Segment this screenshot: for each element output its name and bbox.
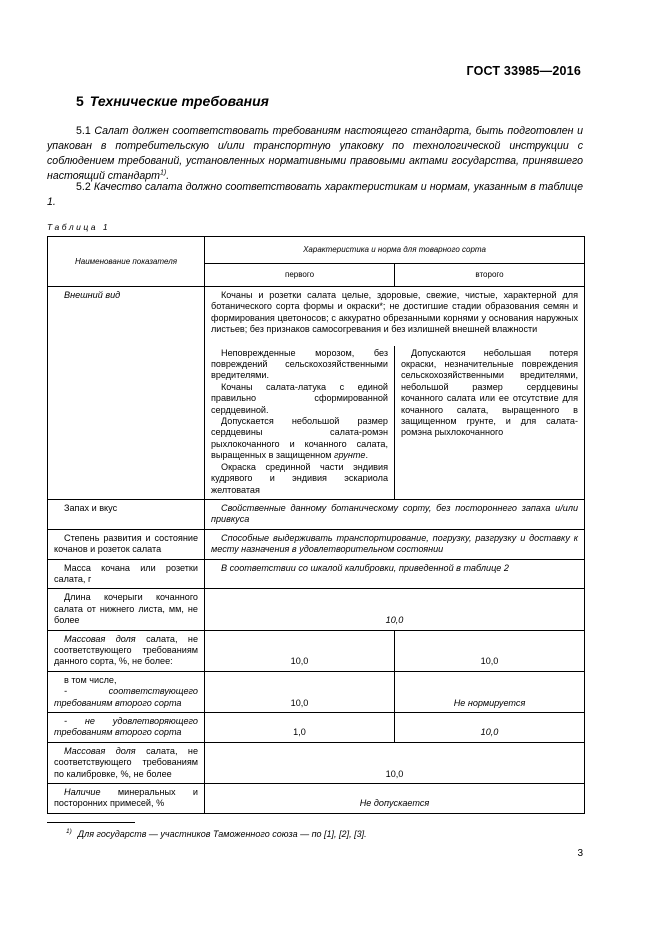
table-row	[48, 784, 585, 814]
paragraph-5-2	[47, 180, 583, 210]
row-name: - не удовлетворяющего требованиям второго сорта	[48, 713, 205, 743]
row-name: Длина кочерыги кочанного салата от нижнего листа, мм, не более	[48, 589, 205, 630]
paragraph-end: .	[166, 170, 170, 182]
row-name: Запах и вкус	[48, 499, 205, 529]
row-name	[48, 671, 205, 712]
row-value-second: Не нормируется	[395, 671, 585, 712]
section-number: 5	[76, 93, 84, 109]
header-grade-group: Характеристика и норма для товарного сорта	[205, 237, 585, 264]
row-value-second: 10,0	[395, 630, 585, 671]
table-row	[48, 287, 585, 500]
row-name: Степень развития и состояние кочанов и розеток салата	[48, 529, 205, 559]
row-value: Свойственные данному ботаническому сорту, без постороннего запаха и/или привкуса	[205, 499, 585, 529]
table-caption: Таблица 1	[47, 222, 111, 232]
text-part: Допускается небольшой размер сердцевины салата-ромэн рыхлокочанного и кочанного салата, выращенных в защищенном	[211, 416, 388, 461]
text-part-italic: Наличие	[64, 787, 101, 798]
footnote-text: Для государств — участников Таможенного союза — по [1], [2], [3].	[77, 829, 367, 839]
appearance-first-3	[211, 416, 388, 462]
appearance-first-1: Неповрежденные морозом, без повреждений сельскохозяйственными вредителями.	[211, 347, 388, 381]
text-part-italic: Массовая доля	[64, 633, 136, 644]
table-row	[48, 589, 585, 630]
paragraph-5-1	[47, 124, 583, 184]
row-value-first: 1,0	[205, 713, 395, 743]
text-part: салата, не соответствующего требованиям по калибровке, %, не более	[54, 745, 198, 779]
page-number: 3	[577, 848, 583, 859]
text-part-italic: грунте	[334, 450, 366, 461]
row-name	[48, 630, 205, 671]
table-row	[48, 499, 585, 529]
text-part: минеральных и посторонних примесей, %	[54, 787, 198, 809]
row-value-first: 10,0	[205, 630, 395, 671]
quality-table	[47, 236, 585, 814]
table-row	[48, 713, 585, 743]
appearance-second: Допускаются небольшая потеря окраски, незначительные повреждения сельскохозяйственными вредителями, небольшой размер сердцевины кочанного салата или ее отсутствие для кочанного салата, выращенного в защищенном грунте, и для салата-ромэна рыхлокочанного	[401, 347, 579, 438]
row-value: Способные выдерживать транспортирование, погрузку, разгрузку и доставку к месту назначения в удовлетворительном состоянии	[205, 529, 585, 559]
text-part: салата, не соответствующего требованиям данного сорта, %, не более:	[54, 633, 198, 667]
row-name	[48, 742, 205, 783]
appearance-first	[205, 346, 395, 499]
text-part-italic: - соответствующего требованиям второго сорта	[54, 686, 198, 708]
footnote-marker: 1)	[66, 828, 72, 835]
text-part-italic: Массовая доля	[64, 745, 136, 756]
row-value-second: 10,0	[395, 713, 585, 743]
table-row	[48, 742, 585, 783]
section-heading	[76, 93, 269, 109]
row-value: 10,0	[205, 742, 585, 783]
row-value: Не допускается	[205, 784, 585, 814]
table-row	[48, 630, 585, 671]
text-part: в том числе,	[64, 674, 117, 685]
appearance-common: Кочаны и розетки салата целые, здоровые, свежие, чистые, характерной для ботанического сорта формы и окраски*; не достигшие стадии образования семян и формирования цветоносов; с аккуратно обрезанными корнями у основания наружных листьев; без признаков самосогревания и без излишней внешней влажности	[211, 290, 579, 335]
row-value: 10,0	[205, 589, 585, 630]
footnote	[66, 828, 367, 839]
paragraph-text: Качество салата должно соответствовать характеристикам и нормам, указанным в таблице 1.	[47, 181, 583, 208]
table-row	[48, 671, 585, 712]
row-value: В соответствии со шкалой калибровки, приведенной в таблице 2	[205, 559, 585, 589]
row-value-first: 10,0	[205, 671, 395, 712]
appearance-cell	[205, 287, 585, 500]
paragraph-number: 5.2	[76, 181, 91, 193]
header-second-grade: второго	[395, 264, 585, 287]
text-part: .	[365, 450, 369, 461]
appearance-inner	[205, 287, 584, 499]
table-row	[48, 529, 585, 559]
footnote-divider	[47, 822, 135, 823]
row-name	[48, 784, 205, 814]
table-row	[48, 559, 585, 589]
row-name: Масса кочана или розетки салата, г	[48, 559, 205, 589]
footnote-ref: 1)	[159, 169, 167, 177]
paragraph-number: 5.1	[76, 125, 91, 137]
header-indicator-name: Наименование показателя	[48, 237, 205, 287]
row-name: Внешний вид	[48, 287, 205, 500]
document-code: ГОСТ 33985—2016	[466, 64, 581, 78]
appearance-first-4: Окраска срединной части эндивия кудрявого и эндивия эскариола желтоватая	[211, 461, 388, 495]
paragraph-text: Салат должен соответствовать требованиям настоящего стандарта, быть подготовлен и упакован в потребительскую и/или транспортную упаковку по технологической инструкции с соблюдением требований, установленных нормативными правовыми актами государства, принявшего настоящий стандарт	[47, 125, 583, 182]
section-title: Технические требования	[89, 93, 269, 109]
header-first-grade: первого	[205, 264, 395, 287]
appearance-first-2: Кочаны салата-латука с единой правильно сформированной сердцевиной.	[211, 381, 388, 415]
